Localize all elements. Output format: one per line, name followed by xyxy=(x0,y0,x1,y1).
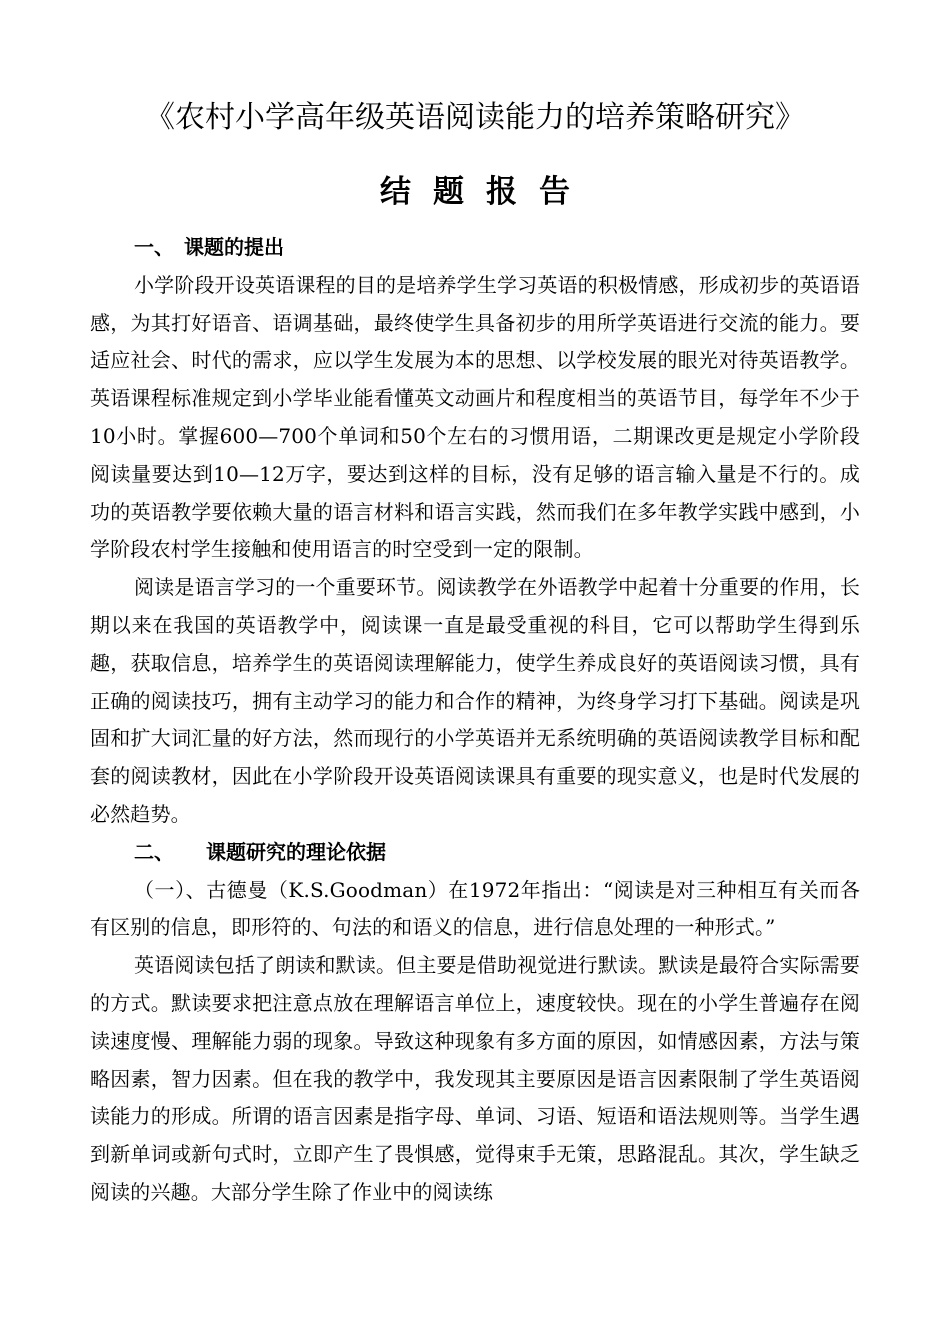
document-subtitle: 结题报告 xyxy=(380,174,592,210)
section-number-1: 一、 xyxy=(134,235,174,259)
document-title: 《农村小学高年级英语阅读能力的培养策略研究》 xyxy=(145,100,805,135)
section-title-1: 课题的提出 xyxy=(184,235,284,259)
paragraph: （一）、古德曼（K.S.Goodman）在1972年指出：“阅读是对三种相互有关而各有区别的信息，即形符的、句法的和语义的信息，进行信息处理的一种形式。” xyxy=(90,877,860,940)
section-number-2: 二、 xyxy=(134,839,174,864)
section-heading-1 xyxy=(90,229,860,267)
section-title-2: 课题研究的理论依据 xyxy=(206,839,386,864)
section-heading-2 xyxy=(90,834,860,872)
paragraph: 英语阅读包括了朗读和默读。但主要是借助视觉进行默读。默读是最符合实际需要的方式。默读要求把注意点放在理解语言单位上，速度较快。现在的小学生普遍存在阅读速度慢、理解能力弱的现象。导致这种现象有多方面的原因，如情感因素，方法与策略因素，智力因素。但在我的教学中，我发现其主要原因是语言因素限制了学生英语阅读能力的形成。所谓的语言因素是指字母、单词、习语、短语和语法规则等。当学生遇到新单词或新句式时，立即产生了畏惧感，觉得束手无策，思路混乱。其次，学生缺乏阅读的兴趣。大部分学生除了作业中的阅读练 xyxy=(90,953,860,1204)
paragraph: 小学阶段开设英语课程的目的是培养学生学习英语的积极情感，形成初步的英语语感，为其打好语音、语调基础，最终使学生具备初步的用所学英语进行交流的能力。要适应社会、时代的需求，应以学生发展为本的思想、以学校发展的眼光对待英语教学。英语课程标准规定到小学毕业能看懂英文动画片和程度相当的英语节目，每学年不少于10小时。掌握600—700个单词和50个左右的习惯用语，二期课改更是规定小学阶段阅读量要达到10—12万字，要达到这样的目标，没有足够的语言输入量是不行的。成功的英语教学要依赖大量的语言材料和语言实践，然而我们在多年教学实践中感到，小学阶段农村学生接触和使用语言的时空受到一定的限制。 xyxy=(90,272,860,562)
paragraph: 阅读是语言学习的一个重要环节。阅读教学在外语教学中起着十分重要的作用，长期以来在我国的英语教学中，阅读课一直是最受重视的科目，它可以帮助学生得到乐趣，获取信息，培养学生的英语阅读理解能力，使学生养成良好的英语阅读习惯，具有正确的阅读技巧，拥有主动学习的能力和合作的精神，为终身学习打下基础。阅读是巩固和扩大词汇量的好方法，然而现行的小学英语并无系统明确的英语阅读教学目标和配套的阅读教材，因此在小学阶段开设英语阅读课具有重要的现实意义，也是时代发展的必然趋势。 xyxy=(90,575,860,826)
document-body xyxy=(90,229,860,1212)
